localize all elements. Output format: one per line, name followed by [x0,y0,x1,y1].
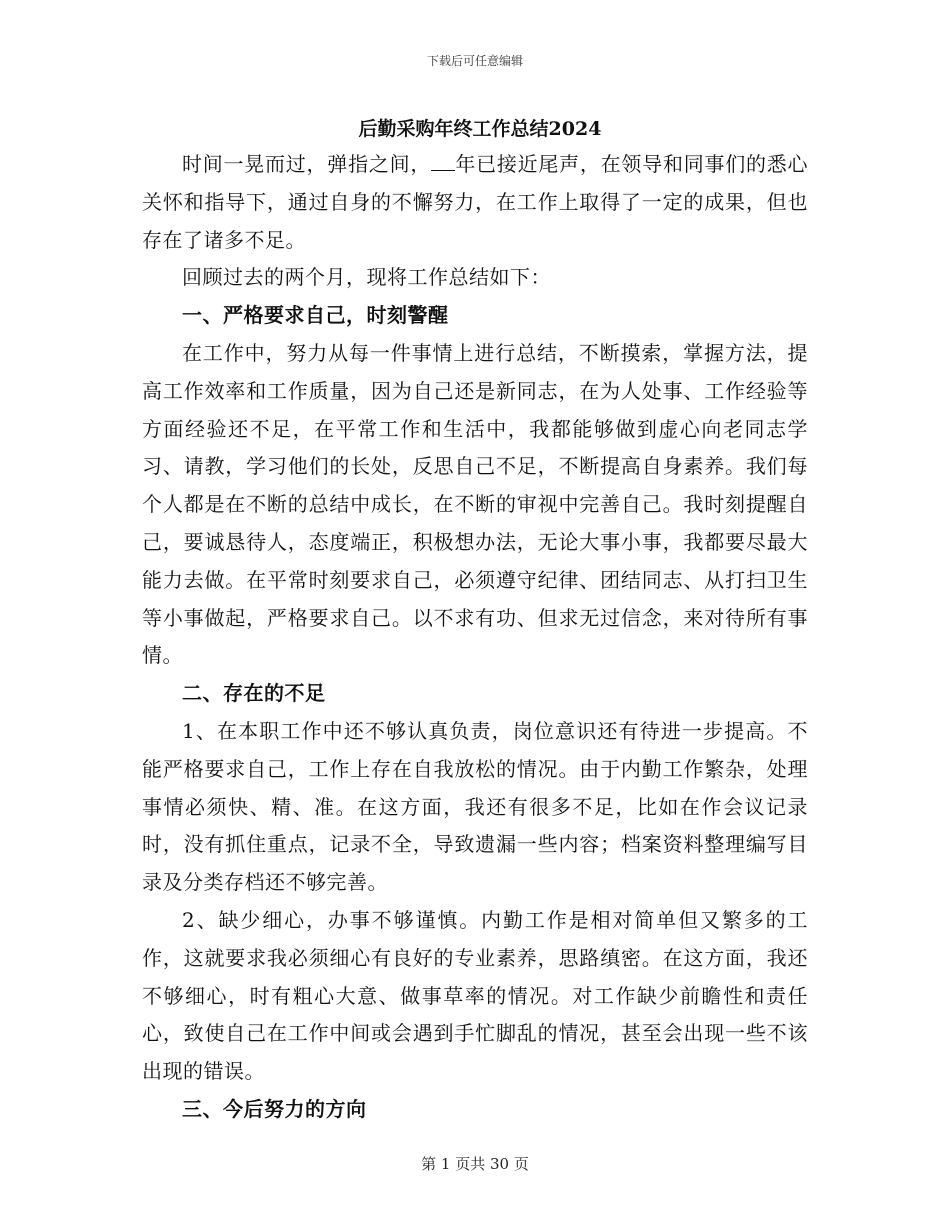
intro-text-end: 年已接近尾声，在领导和同事们的悉心关怀和指导下，通过自身的不懈努力，在工作上取得了一定的成果，但也存在了诸多不足。 [142,152,809,252]
section3-heading: 三、今后努力的方向 [182,1096,367,1121]
review-paragraph: 回顾过去的两个月，现将工作总结如下： [182,265,551,290]
section2-item2: 2、缺少细心，办事不够谨慎。内勤工作是相对简单但又繁多的工作，这就要求我必须细心有良好的专业素养，思路缜密。在这方面，我还不够细心，时有粗心大意、做事草率的情况。对工作缺少前瞻性和责任心，致使自己在工作中间或会遇到手忙脚乱的情况，甚至会出现一些不该出现的错误。 [142,907,808,1084]
intro-text-start: 时间一晃而过，弹指之间， [182,152,432,176]
section1-heading: 一、严格要求自己，时刻警醒 [182,303,449,328]
section2-heading: 二、存在的不足 [182,681,326,706]
section2-item1: 1、在本职工作中还不够认真负责，岗位意识还有待进一步提高。不能严格要求自己，工作上存在自我放松的情况。由于内勤工作繁杂，处理事情必须快、精、准。在这方面，我还有很多不足，比如在作会议记录时，没有抓住重点，记录不全，导致遗漏一些内容；档案资料整理编写目录及分类存档还不够完善。 [142,718,808,895]
page-header: 下载后可任意编辑 [426,54,523,68]
intro-paragraph [142,146,808,259]
document-body [142,112,808,1129]
section1-body: 在工作中，努力从每一件事情上进行总结，不断摸索，掌握方法，提高工作效率和工作质量，因为自己还是新同志，在为人处事、工作经验等方面经验还不足，在平常工作和生活中，我都能够做到虚心向老同志学习、请教，学习他们的长处，反思自己不足，不断提高自身素养。我们每个人都是在不断的总结中成长，在不断的审视中完善自己。我时刻提醒自己，要诚恳待人，态度端正，积极想办法，无论大事小事，我都要尽最大能力去做。在平常时刻要求自己，必须遵守纪律、团结同志、从打扫卫生等小事做起，严格要求自己。以不求有功、但求无过信念，来对待所有事情。 [142,340,808,668]
document-title: 后勤采购年终工作总结2024 [358,118,602,140]
blank-underline [431,150,455,171]
page-footer: 第 1 页共 30 页 [421,1155,529,1173]
